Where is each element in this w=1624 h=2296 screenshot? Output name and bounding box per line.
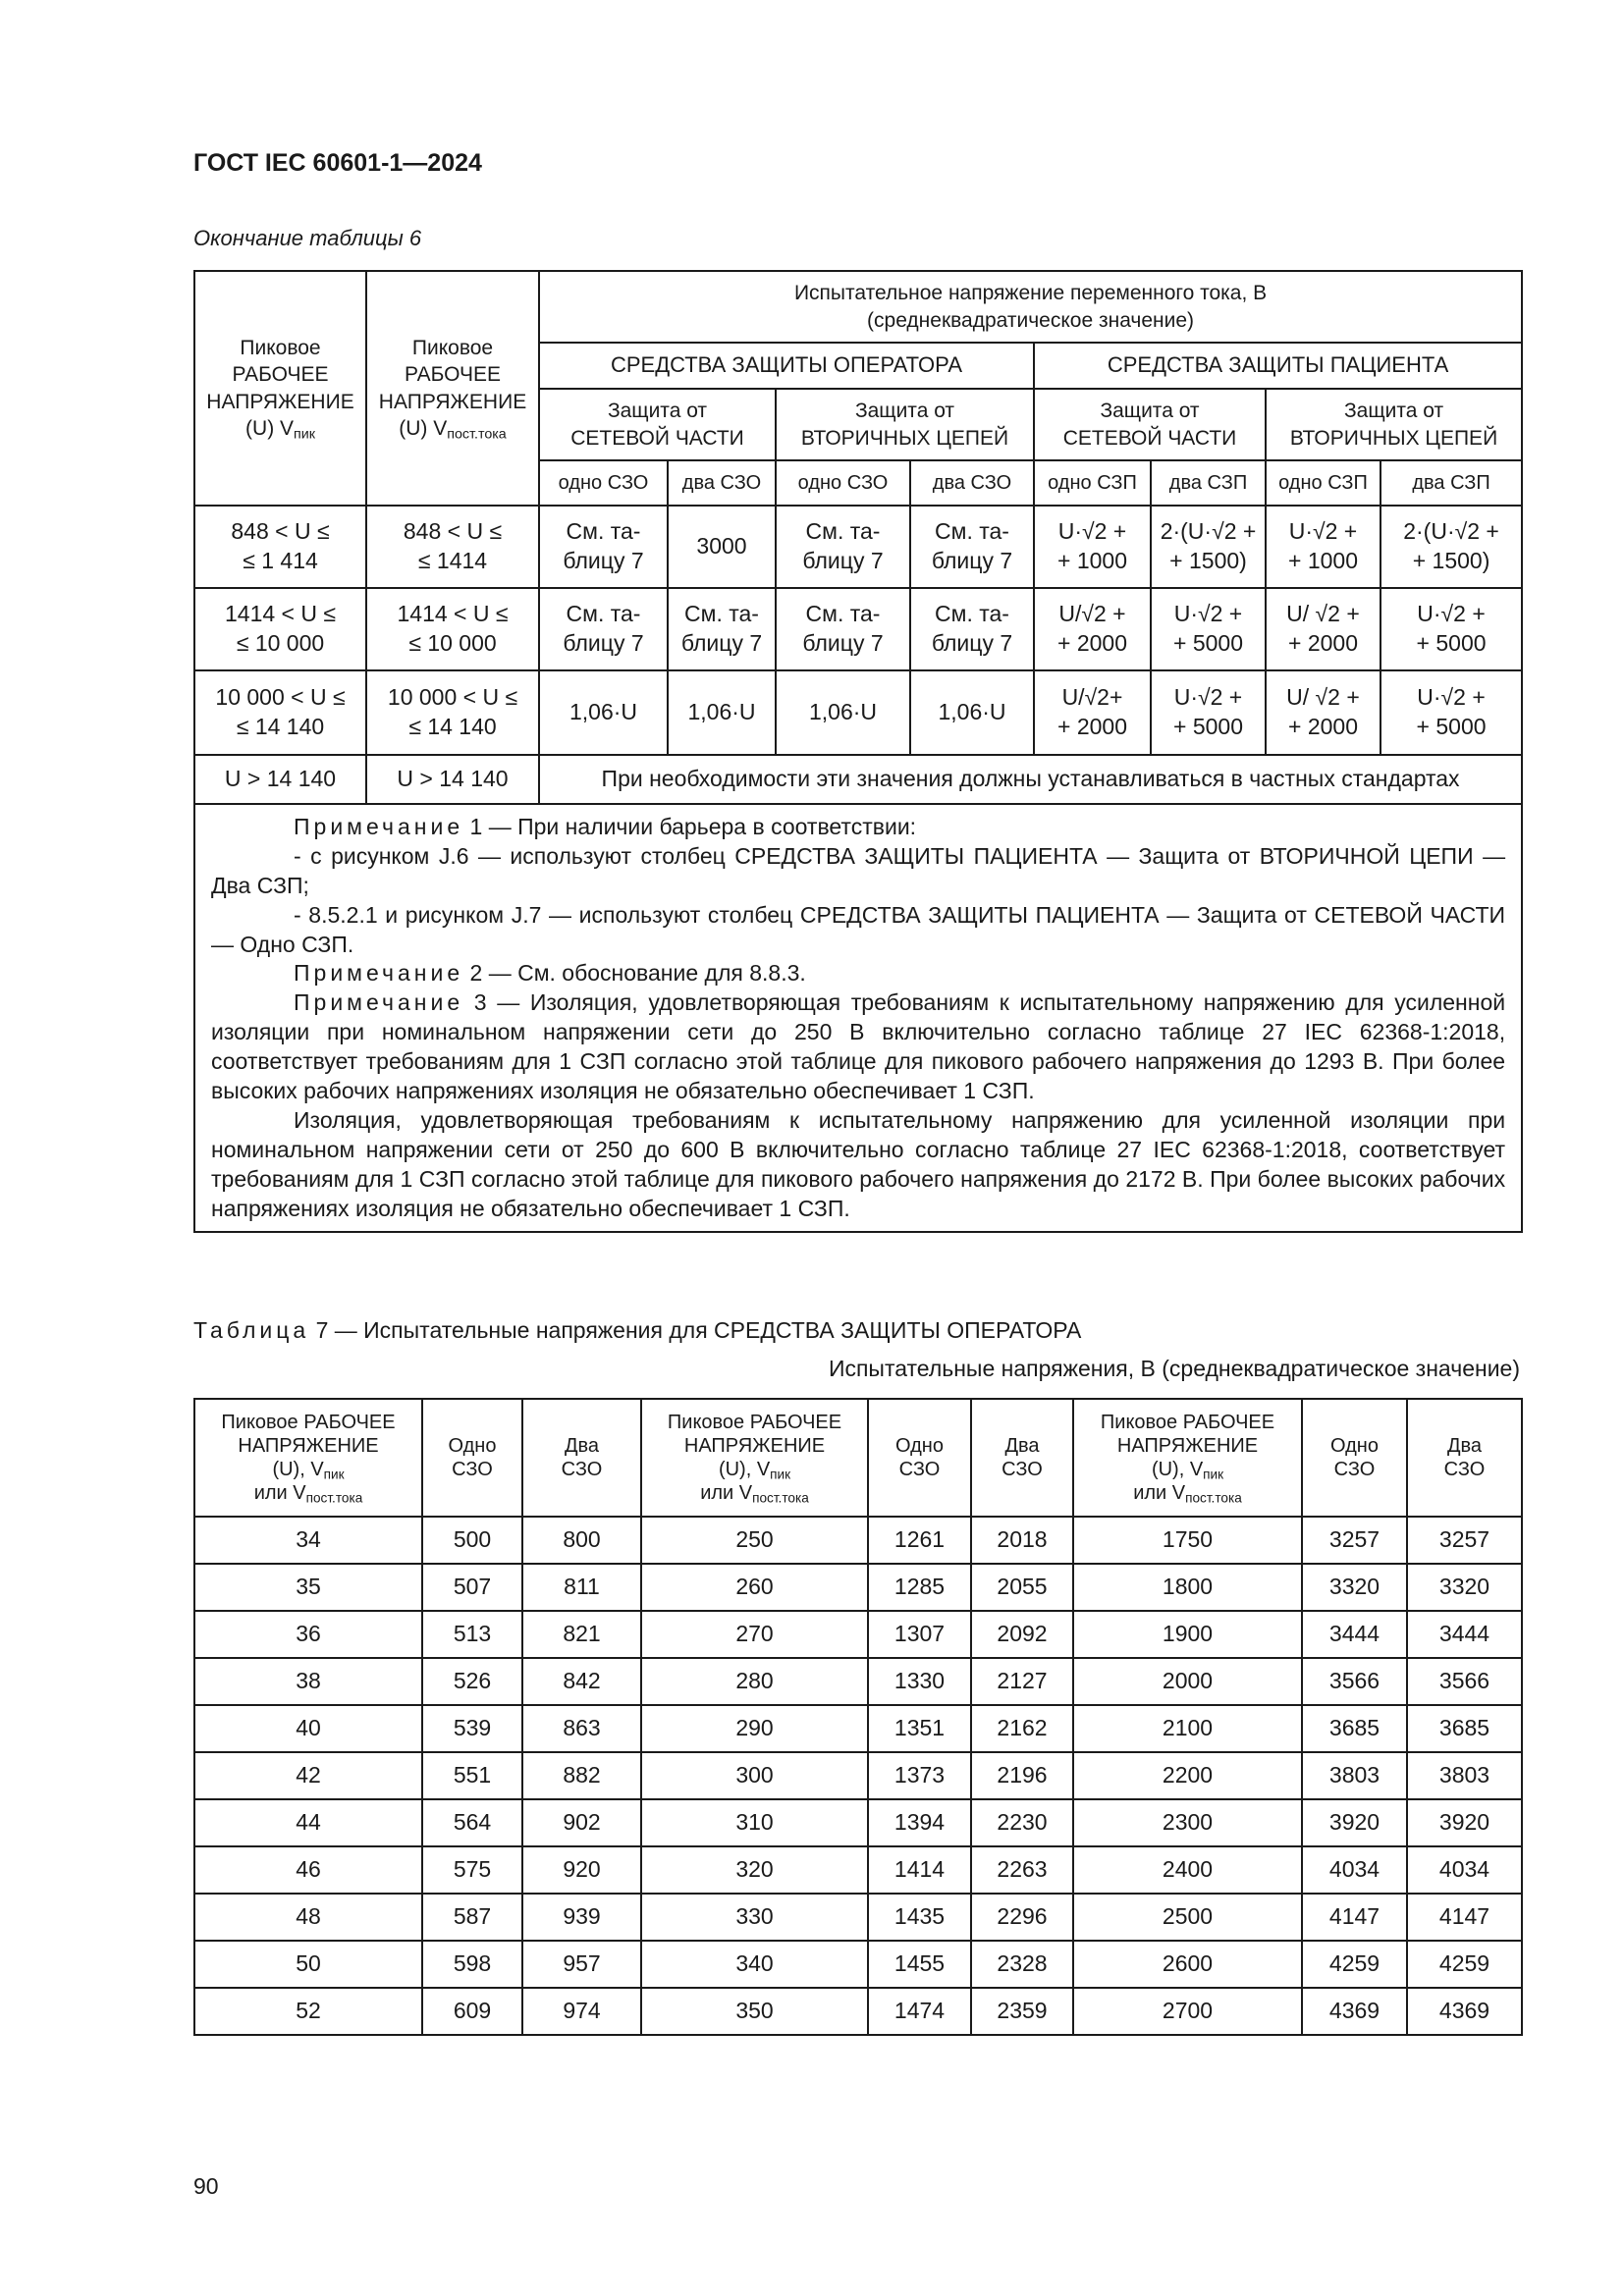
table-cell: 3257 bbox=[1407, 1517, 1522, 1564]
operator-protection-header: СРЕДСТВА ЗАЩИТЫ ОПЕРАТОРА bbox=[539, 343, 1034, 389]
table-cell: 10 000 < U ≤ ≤ 14 140 bbox=[194, 670, 366, 755]
table-cell: 848 < U ≤ ≤ 1414 bbox=[366, 506, 539, 588]
table-cell: См. та- блицу 7 bbox=[776, 588, 910, 670]
table-cell: 1394 bbox=[868, 1799, 971, 1846]
table-cell: 340 bbox=[641, 1941, 868, 1988]
two-moop-header: два СЗО bbox=[668, 460, 776, 506]
note-1-item-b: - 8.5.2.1 и рисунком J.7 — используют столбец СРЕДСТВА ЗАЩИТЫ ПАЦИЕНТА — Защита от СЕТЕВОЙ ЧАСТИ — Одно СЗП. bbox=[211, 901, 1506, 957]
table-row bbox=[194, 1894, 1522, 1941]
table-cell: 3444 bbox=[1407, 1611, 1522, 1658]
table-cell: 902 bbox=[522, 1799, 641, 1846]
document-header: ГОСТ IEC 60601-1—2024 bbox=[193, 149, 482, 177]
table-cell: 2·(U·√2 + + 1500) bbox=[1380, 506, 1522, 588]
table-cell: 1800 bbox=[1073, 1564, 1302, 1611]
table-7 bbox=[193, 1398, 1523, 2036]
table-row bbox=[194, 1611, 1522, 1658]
table-row bbox=[194, 1658, 1522, 1705]
two-moop-header: два СЗО bbox=[910, 460, 1034, 506]
table-cell: 2092 bbox=[971, 1611, 1073, 1658]
patient-protection-header: СРЕДСТВА ЗАЩИТЫ ПАЦИЕНТА bbox=[1034, 343, 1522, 389]
table-cell: U·√2 + + 5000 bbox=[1380, 670, 1522, 755]
table-cell: 957 bbox=[522, 1941, 641, 1988]
table-cell: 2230 bbox=[971, 1799, 1073, 1846]
one-mopp-header: одно СЗП bbox=[1266, 460, 1380, 506]
note-3: Примечание 3 — Изоляция, удовлетворяющая требованиям к испытательному напряжению для усиленной изоляции при номинальном напряжении сети до 250 В включительно согласно таблице 27 IEC 62368-1:2018, соответствует требованиям для 1 СЗП согласно этой таблице для пикового рабочего напряжения до 1293 В. При более высоких рабочих напряжениях изоляция не обязательно обеспечивает 1 СЗП. bbox=[211, 989, 1506, 1104]
table-cell: 1414 < U ≤ ≤ 10 000 bbox=[366, 588, 539, 670]
table-cell: 3566 bbox=[1302, 1658, 1407, 1705]
table-cell: 52 bbox=[194, 1988, 422, 2035]
table-7-unit: Испытательные напряжения, В (среднеквадратическое значение) bbox=[828, 1356, 1520, 1381]
table-cell: 40 bbox=[194, 1705, 422, 1752]
two-mopp-header: два СЗП bbox=[1380, 460, 1522, 506]
table-row bbox=[194, 588, 1522, 670]
table-cell: 350 bbox=[641, 1988, 868, 2035]
table-cell: 1,06·U bbox=[539, 670, 668, 755]
table-cell: U > 14 140 bbox=[366, 755, 539, 804]
table-cell: 1261 bbox=[868, 1517, 971, 1564]
table-cell: 1351 bbox=[868, 1705, 971, 1752]
table-cell: 3803 bbox=[1407, 1752, 1522, 1799]
table-cell: 38 bbox=[194, 1658, 422, 1705]
peak-working-voltage-header: Пиковое РАБОЧЕЕ НАПРЯЖЕНИЕ (U), $V_{пик}$ или $V_{пост.тока}$ bbox=[1073, 1399, 1302, 1517]
table-cell: 280 bbox=[641, 1658, 868, 1705]
table-cell: 310 bbox=[641, 1799, 868, 1846]
table-cell: 1,06·U bbox=[910, 670, 1034, 755]
table-cell: 863 bbox=[522, 1705, 641, 1752]
table-cell: 1750 bbox=[1073, 1517, 1302, 1564]
table-cell: 3257 bbox=[1302, 1517, 1407, 1564]
table-row bbox=[194, 1799, 1522, 1846]
table-cell: 250 bbox=[641, 1517, 868, 1564]
table-cell: 46 bbox=[194, 1846, 422, 1894]
table-cell: 2700 bbox=[1073, 1988, 1302, 2035]
table-cell: 3320 bbox=[1302, 1564, 1407, 1611]
table-cell: U > 14 140 bbox=[194, 755, 366, 804]
table-cell: 1414 < U ≤ ≤ 10 000 bbox=[194, 588, 366, 670]
page-number: 90 bbox=[193, 2173, 219, 2199]
table-cell: 2359 bbox=[971, 1988, 1073, 2035]
two-mopp-header: два СЗП bbox=[1151, 460, 1266, 506]
two-moop-header: Два СЗО bbox=[971, 1399, 1073, 1517]
one-moop-header: одно СЗО bbox=[776, 460, 910, 506]
table-cell: 920 bbox=[522, 1846, 641, 1894]
table-row bbox=[194, 1752, 1522, 1799]
table-row bbox=[194, 1705, 1522, 1752]
table-cell: 551 bbox=[422, 1752, 522, 1799]
table-cell: См. та- блицу 7 bbox=[539, 588, 668, 670]
table-cell: 2000 bbox=[1073, 1658, 1302, 1705]
table-cell: 939 bbox=[522, 1894, 641, 1941]
table-cell: См. та- блицу 7 bbox=[910, 506, 1034, 588]
table-cell: См. та- блицу 7 bbox=[668, 588, 776, 670]
table-cell: U/√2 + + 2000 bbox=[1034, 588, 1151, 670]
table-cell: При необходимости эти значения должны устанавливаться в частных стандартах bbox=[539, 755, 1522, 804]
table-cell: 609 bbox=[422, 1988, 522, 2035]
table-7-title: Таблица 7 — Испытательные напряжения для СРЕДСТВА ЗАЩИТЫ ОПЕРАТОРА bbox=[193, 1317, 1082, 1343]
table-cell: 598 bbox=[422, 1941, 522, 1988]
table-cell: 1373 bbox=[868, 1752, 971, 1799]
table-cell: 882 bbox=[522, 1752, 641, 1799]
table-cell: 3920 bbox=[1302, 1799, 1407, 1846]
table-cell: 4147 bbox=[1407, 1894, 1522, 1941]
table-cell: 50 bbox=[194, 1941, 422, 1988]
table-cell: U·√2 + + 5000 bbox=[1380, 588, 1522, 670]
table-row bbox=[194, 1988, 1522, 2035]
table-cell: 800 bbox=[522, 1517, 641, 1564]
table-cell: См. та- блицу 7 bbox=[910, 588, 1034, 670]
table-cell: 3920 bbox=[1407, 1799, 1522, 1846]
table-cell: 4259 bbox=[1302, 1941, 1407, 1988]
table-cell: 34 bbox=[194, 1517, 422, 1564]
table-row bbox=[194, 1941, 1522, 1988]
table-row bbox=[194, 1846, 1522, 1894]
table-cell: U·√2 + + 5000 bbox=[1151, 670, 1266, 755]
operator-mains-header: Защита от СЕТЕВОЙ ЧАСТИ bbox=[539, 389, 776, 460]
table-cell: U·√2 + + 1000 bbox=[1266, 506, 1380, 588]
table-cell: 2162 bbox=[971, 1705, 1073, 1752]
table-cell: 2500 bbox=[1073, 1894, 1302, 1941]
table-cell: 539 bbox=[422, 1705, 522, 1752]
table-cell: 974 bbox=[522, 1988, 641, 2035]
table-cell: 2196 bbox=[971, 1752, 1073, 1799]
one-mopp-header: одно СЗП bbox=[1034, 460, 1151, 506]
table-cell: 3566 bbox=[1407, 1658, 1522, 1705]
table-cell: 290 bbox=[641, 1705, 868, 1752]
table-cell: 4147 bbox=[1302, 1894, 1407, 1941]
table-cell: 36 bbox=[194, 1611, 422, 1658]
table-cell: См. та- блицу 7 bbox=[539, 506, 668, 588]
table-cell: 3444 bbox=[1302, 1611, 1407, 1658]
two-moop-header: Два СЗО bbox=[1407, 1399, 1522, 1517]
table-cell: 507 bbox=[422, 1564, 522, 1611]
table-6 bbox=[193, 270, 1523, 1233]
table-cell: 42 bbox=[194, 1752, 422, 1799]
operator-secondary-header: Защита от ВТОРИЧНЫХ ЦЕПЕЙ bbox=[776, 389, 1034, 460]
table-cell: 3000 bbox=[668, 506, 776, 588]
one-moop-header: Одно СЗО bbox=[868, 1399, 971, 1517]
table-cell: 1330 bbox=[868, 1658, 971, 1705]
table-cell: 1474 bbox=[868, 1988, 971, 2035]
table-cell: 260 bbox=[641, 1564, 868, 1611]
table-cell: 300 bbox=[641, 1752, 868, 1799]
table-cell: 2100 bbox=[1073, 1705, 1302, 1752]
table-cell: 10 000 < U ≤ ≤ 14 140 bbox=[366, 670, 539, 755]
table-cell: 1900 bbox=[1073, 1611, 1302, 1658]
table-cell: 2055 bbox=[971, 1564, 1073, 1611]
table-cell: 3320 bbox=[1407, 1564, 1522, 1611]
note-1-item-a: - с рисунком J.6 — используют столбец СРЕДСТВА ЗАЩИТЫ ПАЦИЕНТА — Защита от ВТОРИЧНОЙ ЦЕПИ — Два СЗП; bbox=[211, 842, 1506, 898]
table-cell: U/ √2 + + 2000 bbox=[1266, 588, 1380, 670]
table-cell: U·√2 + + 1000 bbox=[1034, 506, 1151, 588]
table-cell: 2·(U·√2 + + 1500) bbox=[1151, 506, 1266, 588]
table-cell: 2300 bbox=[1073, 1799, 1302, 1846]
table-cell: 821 bbox=[522, 1611, 641, 1658]
table-cell: 44 bbox=[194, 1799, 422, 1846]
table-cell: 513 bbox=[422, 1611, 522, 1658]
patient-mains-header: Защита от СЕТЕВОЙ ЧАСТИ bbox=[1034, 389, 1266, 460]
peak-working-voltage-header: Пиковое РАБОЧЕЕ НАПРЯЖЕНИЕ (U), $V_{пик}$ или $V_{пост.тока}$ bbox=[194, 1399, 422, 1517]
table-6-continuation-caption: Окончание таблицы 6 bbox=[193, 226, 422, 250]
table-cell: 2600 bbox=[1073, 1941, 1302, 1988]
table-cell: 2328 bbox=[971, 1941, 1073, 1988]
table-6-notes bbox=[194, 804, 1522, 1232]
table-cell: 1307 bbox=[868, 1611, 971, 1658]
table-cell: 320 bbox=[641, 1846, 868, 1894]
note-3-continuation: Изоляция, удовлетворяющая требованиям к испытательному напряжению для усиленной изоляции при номинальном напряжении сети от 250 до 600 В включительно согласно таблице 27 IEC 62368-1:2018, соответствует требованиям для 1 СЗП согласно этой таблице для пикового рабочего напряжения до 2172 В. При более высоких рабочих напряжениях изоляция не обязательно обеспечивает 1 СЗП. bbox=[211, 1106, 1506, 1221]
table-cell: 3685 bbox=[1302, 1705, 1407, 1752]
table-cell: 270 bbox=[641, 1611, 868, 1658]
table-cell: 35 bbox=[194, 1564, 422, 1611]
table-cell: 4369 bbox=[1407, 1988, 1522, 2035]
table-cell: U/ √2 + + 2000 bbox=[1266, 670, 1380, 755]
table-cell: 526 bbox=[422, 1658, 522, 1705]
table-cell: 848 < U ≤ ≤ 1 414 bbox=[194, 506, 366, 588]
table-cell: 330 bbox=[641, 1894, 868, 1941]
table-row bbox=[194, 1564, 1522, 1611]
table-cell: 842 bbox=[522, 1658, 641, 1705]
table-cell: 2018 bbox=[971, 1517, 1073, 1564]
table-cell: U·√2 + + 5000 bbox=[1151, 588, 1266, 670]
table-cell: 500 bbox=[422, 1517, 522, 1564]
peak-working-voltage-dc-header: Пиковое РАБОЧЕЕ НАПРЯЖЕНИЕ (U) $V_{пост.тока}$ bbox=[366, 271, 539, 506]
table-cell: 811 bbox=[522, 1564, 641, 1611]
peak-working-voltage-header: Пиковое РАБОЧЕЕ НАПРЯЖЕНИЕ (U) $V_{пик}$ bbox=[194, 271, 366, 506]
table-cell: 2296 bbox=[971, 1894, 1073, 1941]
table-cell: См. та- блицу 7 bbox=[776, 506, 910, 588]
note-1: Примечание 1 — При наличии барьера в соответствии: bbox=[294, 814, 917, 839]
table-cell: 2263 bbox=[971, 1846, 1073, 1894]
one-moop-header: одно СЗО bbox=[539, 460, 668, 506]
table-cell: 4034 bbox=[1302, 1846, 1407, 1894]
table-cell: 575 bbox=[422, 1846, 522, 1894]
table-cell: 1,06·U bbox=[776, 670, 910, 755]
table-cell: 587 bbox=[422, 1894, 522, 1941]
table-cell: 48 bbox=[194, 1894, 422, 1941]
note-2: Примечание 2 — См. обоснование для 8.8.3. bbox=[294, 960, 806, 987]
table-cell: 564 bbox=[422, 1799, 522, 1846]
table-row bbox=[194, 670, 1522, 755]
table-cell: U/√2+ + 2000 bbox=[1034, 670, 1151, 755]
patient-secondary-header: Защита от ВТОРИЧНЫХ ЦЕПЕЙ bbox=[1266, 389, 1522, 460]
table-cell: 1414 bbox=[868, 1846, 971, 1894]
table-cell: 1,06·U bbox=[668, 670, 776, 755]
table-row bbox=[194, 1517, 1522, 1564]
one-moop-header: Одно СЗО bbox=[422, 1399, 522, 1517]
table-cell: 4259 bbox=[1407, 1941, 1522, 1988]
ac-test-voltage-header: Испытательное напряжение переменного тока, В (среднеквадратическое значение) bbox=[539, 271, 1522, 343]
table-cell: 1285 bbox=[868, 1564, 971, 1611]
one-moop-header: Одно СЗО bbox=[1302, 1399, 1407, 1517]
table-cell: 1455 bbox=[868, 1941, 971, 1988]
table-cell: 3685 bbox=[1407, 1705, 1522, 1752]
table-cell: 3803 bbox=[1302, 1752, 1407, 1799]
two-moop-header: Два СЗО bbox=[522, 1399, 641, 1517]
table-cell: 4369 bbox=[1302, 1988, 1407, 2035]
table-cell: 2127 bbox=[971, 1658, 1073, 1705]
table-cell: 2200 bbox=[1073, 1752, 1302, 1799]
table-cell: 2400 bbox=[1073, 1846, 1302, 1894]
table-cell: 1435 bbox=[868, 1894, 971, 1941]
peak-working-voltage-header: Пиковое РАБОЧЕЕ НАПРЯЖЕНИЕ (U), $V_{пик}$ или $V_{пост.тока}$ bbox=[641, 1399, 868, 1517]
table-row bbox=[194, 506, 1522, 588]
table-cell: 4034 bbox=[1407, 1846, 1522, 1894]
